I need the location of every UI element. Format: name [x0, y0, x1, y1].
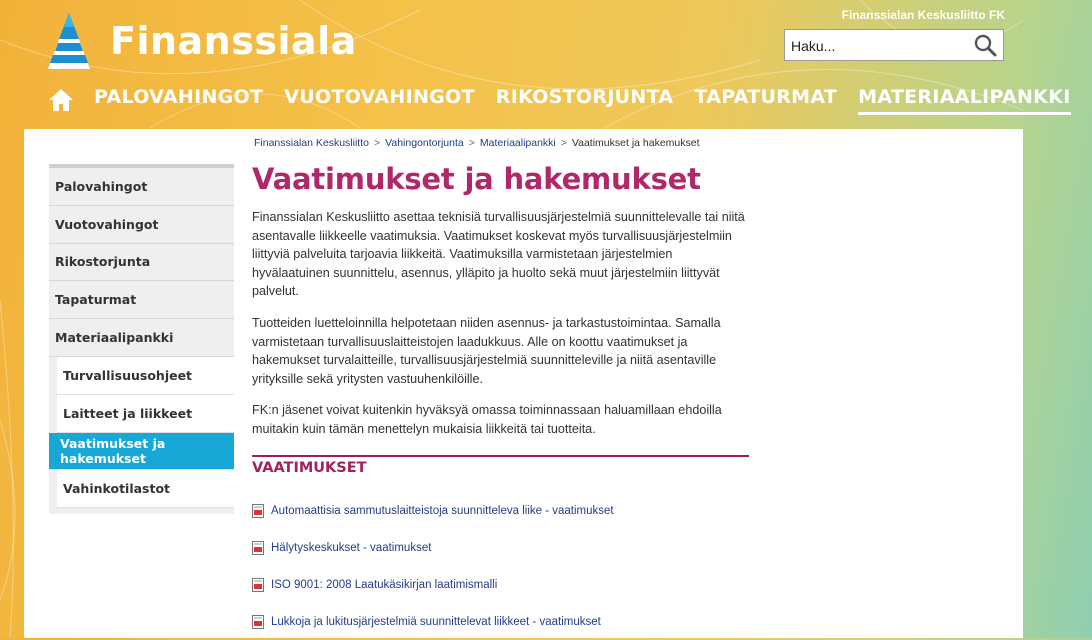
main-navigation [48, 86, 1092, 122]
intro-paragraph-3: FK:n jäsenet voivat kuitenkin hyväksyä omassa toiminnassaan haluamillaan ehdoilla muitakin kuin tämän menettelyn mukaisia liikkeitä tai tuotteita. [252, 403, 722, 436]
home-icon[interactable] [48, 88, 74, 112]
sidebar-subitem-turvallisuusohjeet[interactable]: Turvallisuusohjeet [57, 357, 234, 395]
sidebar-item-tapaturmat[interactable]: Tapaturmat [49, 281, 234, 319]
sidebar-subitem-laitteet[interactable]: Laitteet ja liikkeet [57, 395, 234, 433]
nav-item-palovahingot[interactable]: PALOVAHINGOT [94, 86, 264, 108]
search-box [784, 29, 1004, 61]
pdf-icon [252, 615, 264, 629]
breadcrumb-current: Vaatimukset ja hakemukset [571, 137, 700, 149]
organization-link[interactable]: Finanssialan Keskusliitto FK [841, 8, 1005, 22]
breadcrumb-separator: > [373, 137, 381, 149]
document-link[interactable]: Lukkoja ja lukitusjärjestelmiä suunnittelevat liikkeet - vaatimukset [271, 615, 601, 628]
pdf-icon [252, 541, 264, 555]
sidebar-subitem-vaatimukset-active[interactable]: Vaatimukset ja hakemukset [49, 433, 234, 471]
breadcrumb-link-vahingontorjunta[interactable]: Vahingontorjunta [385, 137, 464, 149]
pdf-icon [252, 578, 264, 592]
sidebar-item-vuotovahingot[interactable]: Vuotovahingot [49, 206, 234, 244]
nav-item-tapaturmat[interactable]: TAPATURMAT [694, 86, 838, 108]
sidebar-navigation [49, 164, 234, 514]
sidebar-item-palovahingot[interactable]: Palovahingot [49, 168, 234, 206]
intro-paragraph-2: Tuotteiden luetteloinnilla helpotetaan niiden asennus- ja tarkastustoimintaa. Samalla varmistetaan turvallisuuslaitteistojen laadukkuus. Alle on koottu vaatimukset ja hakemukset turvalaitteille, turvallisuusjärjestelmiä suunnitteleville ja niitä asentaville yrityksille sekä yritysten vastuuhenkilöille. [252, 316, 721, 386]
pdf-icon [252, 504, 264, 518]
search-input[interactable] [789, 31, 973, 61]
section-heading: VAATIMUKSET [252, 460, 367, 476]
sidebar-item-rikostorjunta[interactable]: Rikostorjunta [49, 244, 234, 282]
document-link[interactable]: ISO 9001: 2008 Laatukäsikirjan laatimismalli [271, 578, 498, 591]
site-header [0, 0, 1071, 128]
nav-item-materiaalipankki[interactable]: MATERIAALIPANKKI [858, 86, 1070, 115]
sidebar-subitem-vahinkotilastot[interactable]: Vahinkotilastot [57, 470, 234, 508]
list-item [252, 603, 752, 640]
document-link[interactable]: Automaattisia sammutuslaitteistoja suunnitteleva liike - vaatimukset [271, 504, 614, 517]
list-item [252, 492, 752, 529]
nav-item-rikostorjunta[interactable]: RIKOSTORJUNTA [495, 86, 674, 108]
breadcrumb-separator: > [560, 137, 567, 149]
search-icon[interactable] [973, 33, 997, 57]
breadcrumb-link-materiaalipankki[interactable]: Materiaalipankki [479, 137, 556, 149]
document-list [252, 492, 752, 640]
nav-item-vuotovahingot[interactable]: VUOTOVAHINGOT [284, 86, 475, 108]
sidebar-item-materiaalipankki[interactable]: Materiaalipankki [49, 319, 234, 357]
list-item [252, 529, 752, 566]
main-content [252, 162, 752, 628]
breadcrumb-link-keskusliitto[interactable]: Finanssialan Keskusliitto [254, 137, 369, 149]
section-divider [252, 455, 749, 457]
page-title: Vaatimukset ja hakemukset [252, 162, 701, 196]
list-item [252, 566, 752, 603]
document-link[interactable]: Hälytyskeskukset - vaatimukset [271, 541, 432, 554]
site-logo[interactable] [46, 8, 357, 74]
logo-triangle-icon [46, 11, 92, 71]
logo-text: Finanssiala [110, 19, 357, 63]
breadcrumb-separator: > [468, 137, 475, 149]
intro-paragraph-1: Finanssialan Keskusliitto asettaa teknisiä turvallisuusjärjestelmiä suunnittelevalle tai niitä asentavalle liikkeelle vaatimuksia. Vaatimukset koskevat myös turvallisuusjärjestelmiin liittyviä palveluita tarjoavia liikkeitä. Vaatimuksilla varmistetaan järjestelmien hyvälaatuinen suunnittelu, asennus, ylläpito ja huolto sekä muut järjestelmiin liittyvät palvelut. [252, 210, 745, 298]
breadcrumb [254, 137, 700, 149]
